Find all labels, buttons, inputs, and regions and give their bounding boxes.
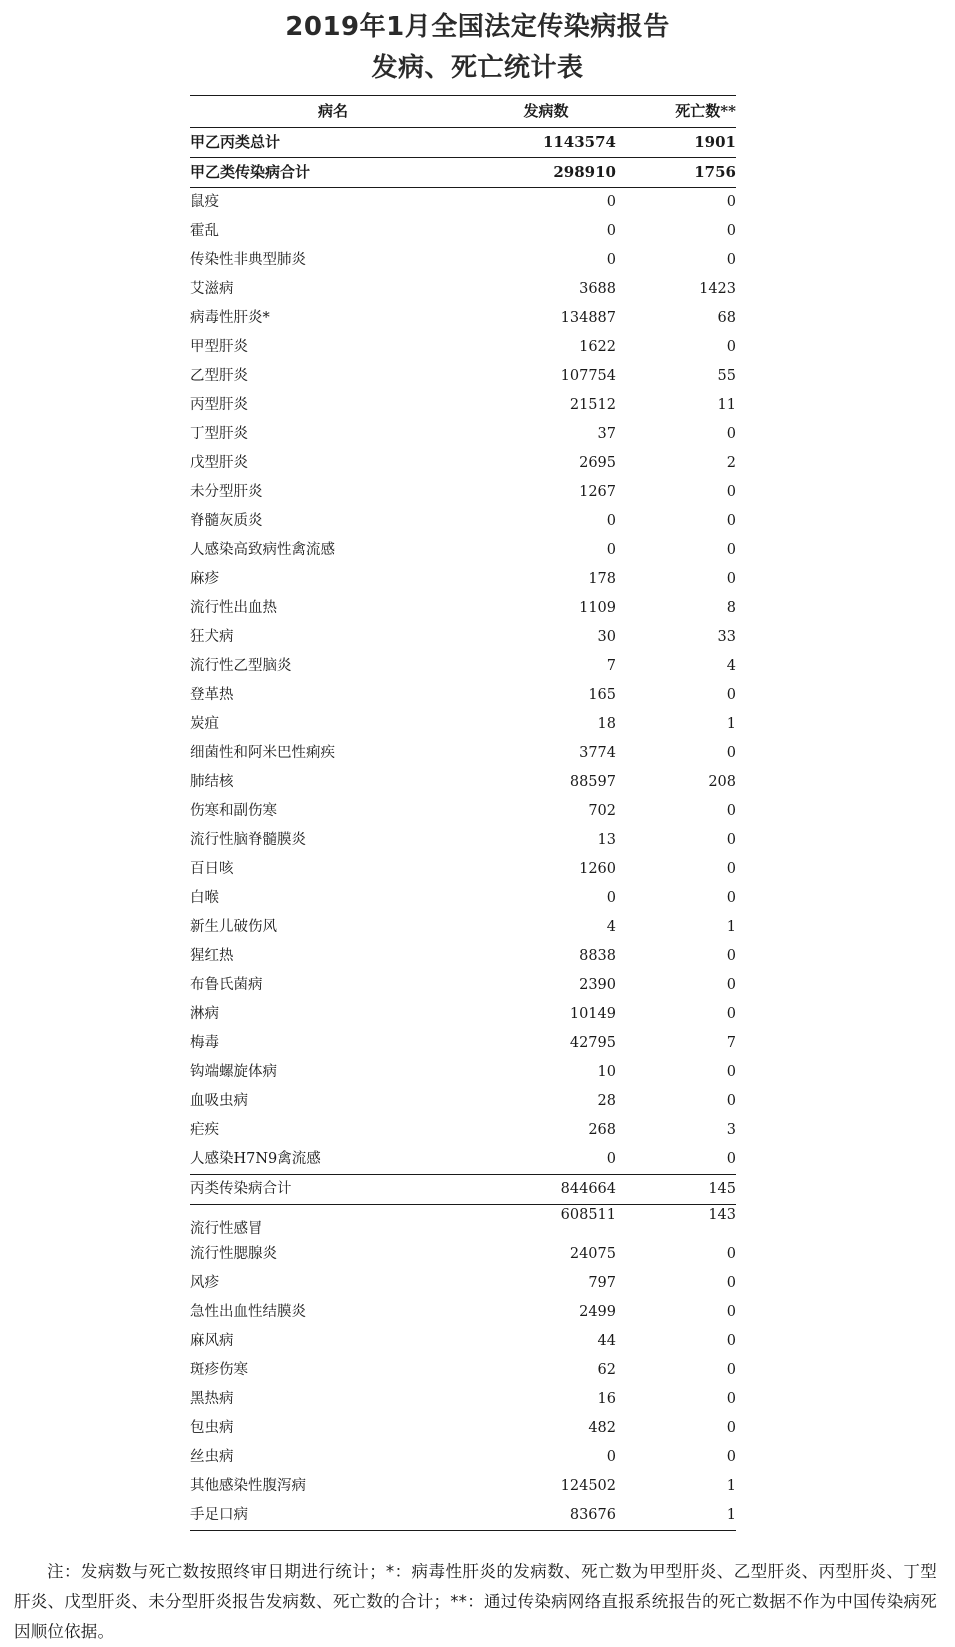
table-row: [190, 565, 736, 594]
cases-cell: 1109: [579, 600, 616, 616]
deaths-cell: 0: [726, 1362, 736, 1378]
table-header: [190, 96, 736, 128]
table-row: [190, 246, 736, 275]
disease-name-cell: 戊型肝炎: [190, 455, 248, 471]
disease-name-cell: 未分型肝炎: [190, 484, 263, 500]
deaths-cell: 1: [726, 716, 736, 732]
cases-cell: 1260: [579, 861, 616, 877]
table-row: [190, 158, 736, 188]
table-row: [190, 217, 736, 246]
table-row: [190, 478, 736, 507]
disease-name-cell: 新生儿破伤风: [190, 919, 277, 935]
table-row: [190, 304, 736, 333]
deaths-cell: 0: [726, 977, 736, 993]
disease-name-cell: 丝虫病: [190, 1449, 234, 1465]
table-row: [190, 188, 736, 218]
disease-name-cell: 流行性出血热: [190, 600, 277, 616]
disease-name-cell: 人感染H7N9禽流感: [190, 1151, 321, 1167]
cases-cell: 37: [597, 426, 616, 442]
deaths-cell: 0: [726, 426, 736, 442]
cases-cell: 2695: [579, 455, 616, 471]
disease-name-cell: 脊髓灰质炎: [190, 513, 263, 529]
table-row: [190, 1029, 736, 1058]
table-row: [190, 1087, 736, 1116]
cases-cell: 83676: [476, 1501, 616, 1531]
cases-cell: 2390: [579, 977, 616, 993]
deaths-cell: 145: [616, 1175, 736, 1205]
cases-cell: 4: [606, 919, 616, 935]
table-row: [190, 710, 736, 739]
cases-cell: 42795: [569, 1035, 616, 1051]
cases-cell: 1622: [579, 339, 616, 355]
deaths-cell: 55: [717, 368, 736, 384]
deaths-cell: 0: [726, 1333, 736, 1349]
cases-cell: 0: [606, 194, 616, 210]
disease-name-cell: 猩红热: [190, 948, 234, 964]
cases-cell: 298910: [476, 158, 616, 188]
table-row: [190, 1327, 736, 1356]
disease-name-cell: 传染性非典型肺炎: [190, 252, 306, 268]
deaths-cell: 0: [726, 252, 736, 268]
disease-name-cell: 丙类传染病合计: [190, 1175, 476, 1205]
deaths-cell: 0: [726, 513, 736, 529]
deaths-cell: 8: [726, 600, 736, 616]
deaths-cell: 11: [717, 397, 736, 413]
disease-name-cell: 炭疽: [190, 716, 219, 732]
disease-name-cell: 登革热: [190, 687, 234, 703]
table-row: [190, 884, 736, 913]
cases-cell: 13: [597, 832, 616, 848]
deaths-cell: 0: [726, 542, 736, 558]
cases-cell: 482: [588, 1420, 616, 1436]
table-row: [190, 507, 736, 536]
table-row: [190, 1472, 736, 1501]
deaths-cell: 0: [726, 1006, 736, 1022]
deaths-cell: 68: [717, 310, 736, 326]
disease-name-cell: 细菌性和阿米巴性痢疾: [190, 745, 335, 761]
cases-cell: 28: [597, 1093, 616, 1109]
deaths-cell: 1: [726, 919, 736, 935]
deaths-cell: 0: [726, 745, 736, 761]
disease-name-cell: 艾滋病: [190, 281, 234, 297]
deaths-cell: 143: [708, 1207, 736, 1223]
disease-name-cell: 流行性感冒: [190, 1221, 263, 1237]
table-body: [190, 128, 736, 1531]
table-row: [190, 623, 736, 652]
table-row: [190, 1000, 736, 1029]
table-row: [190, 768, 736, 797]
footnote: 注：发病数与死亡数按照终审日期进行统计；*：病毒性肝炎的发病数、死亡数为甲型肝炎、乙型肝炎、丙型肝炎、丁型肝炎、戊型肝炎、未分型肝炎报告发病数、死亡数的合计；**：通过传染病网络直报系统报告的死亡数据不作为中国传染病死因顺位依据。: [14, 1562, 937, 1641]
table-row: [190, 1058, 736, 1087]
disease-name-cell: 麻风病: [190, 1333, 234, 1349]
disease-name-cell: 霍乱: [190, 223, 219, 239]
cases-cell: 0: [606, 513, 616, 529]
page-title: [0, 0, 955, 89]
disease-name-cell: 甲乙类传染病合计: [190, 158, 476, 188]
cases-cell: 21512: [569, 397, 616, 413]
cases-cell: 44: [597, 1333, 616, 1349]
table-row: [190, 1205, 736, 1241]
deaths-cell: 0: [726, 194, 736, 210]
cases-cell: 7: [606, 658, 616, 674]
cases-cell: 1143574: [476, 128, 616, 158]
deaths-cell: 0: [726, 223, 736, 239]
cases-cell: 18: [597, 716, 616, 732]
disease-name-cell: 白喉: [190, 890, 219, 906]
disease-name-cell: 狂犬病: [190, 629, 234, 645]
disease-name-cell: 病毒性肝炎*: [190, 310, 270, 326]
cases-cell: 30: [597, 629, 616, 645]
table-row: [190, 536, 736, 565]
cases-cell: 844664: [476, 1175, 616, 1205]
table-row: [190, 942, 736, 971]
cases-cell: 10: [597, 1064, 616, 1080]
statistics-table-container: [190, 89, 736, 1531]
table-row: [190, 275, 736, 304]
cases-cell: 62: [597, 1362, 616, 1378]
deaths-cell: 4: [726, 658, 736, 674]
cases-cell: 178: [588, 571, 616, 587]
table-row: [190, 594, 736, 623]
disease-name-cell: 甲乙丙类总计: [190, 128, 476, 158]
deaths-cell: 0: [726, 1064, 736, 1080]
column-header-disease-name: 病名: [190, 96, 476, 128]
deaths-cell: 208: [708, 774, 736, 790]
deaths-cell: 0: [726, 1093, 736, 1109]
deaths-cell: 33: [717, 629, 736, 645]
disease-name-cell: 人感染高致病性禽流感: [190, 542, 335, 558]
deaths-cell: 0: [726, 832, 736, 848]
disease-name-cell: 布鲁氏菌病: [190, 977, 263, 993]
table-row: [190, 333, 736, 362]
cases-cell: 702: [588, 803, 616, 819]
disease-name-cell: 麻疹: [190, 571, 219, 587]
disease-name-cell: 丙型肝炎: [190, 397, 248, 413]
disease-name-cell: 乙型肝炎: [190, 368, 248, 384]
table-row: [190, 362, 736, 391]
deaths-cell: 0: [726, 1151, 736, 1167]
cases-cell: 0: [606, 223, 616, 239]
table-row: [190, 971, 736, 1000]
deaths-cell: 0: [726, 803, 736, 819]
disease-name-cell: 包虫病: [190, 1420, 234, 1436]
table-row: [190, 1298, 736, 1327]
deaths-cell: 0: [726, 890, 736, 906]
deaths-cell: 2: [726, 455, 736, 471]
disease-name-cell: 丁型肝炎: [190, 426, 248, 442]
cases-cell: 16: [597, 1391, 616, 1407]
table-row: [190, 1443, 736, 1472]
deaths-cell: 0: [726, 1391, 736, 1407]
cases-cell: 608511: [560, 1207, 616, 1223]
cases-cell: 10149: [569, 1006, 616, 1022]
cases-cell: 88597: [569, 774, 616, 790]
deaths-cell: 1423: [699, 281, 736, 297]
cases-cell: 3688: [579, 281, 616, 297]
disease-name-cell: 流行性腮腺炎: [190, 1246, 277, 1262]
cases-cell: 8838: [579, 948, 616, 964]
deaths-cell: 0: [726, 484, 736, 500]
table-row: [190, 739, 736, 768]
table-header-row: [190, 96, 736, 128]
table-row: [190, 855, 736, 884]
deaths-cell: 0: [726, 571, 736, 587]
cases-cell: 0: [606, 1151, 616, 1167]
cases-cell: 2499: [579, 1304, 616, 1320]
page-title-line-2: 发病、死亡统计表: [371, 53, 584, 83]
table-row: [190, 449, 736, 478]
disease-name-cell: 鼠疫: [190, 194, 219, 210]
table-row: [190, 797, 736, 826]
cases-cell: 797: [588, 1275, 616, 1291]
cases-cell: 134887: [560, 310, 616, 326]
disease-name-cell: 手足口病: [190, 1501, 476, 1531]
deaths-cell: 0: [726, 1420, 736, 1436]
disease-name-cell: 梅毒: [190, 1035, 219, 1051]
table-row: [190, 391, 736, 420]
deaths-cell: 1: [726, 1478, 736, 1494]
statistics-table: [190, 95, 736, 1531]
table-row: [190, 826, 736, 855]
cases-cell: 0: [606, 542, 616, 558]
disease-name-cell: 流行性脑脊髓膜炎: [190, 832, 306, 848]
table-row: [190, 1269, 736, 1298]
table-row: [190, 1414, 736, 1443]
deaths-cell: 0: [726, 861, 736, 877]
cases-cell: 24075: [569, 1246, 616, 1262]
table-row: [190, 681, 736, 710]
disease-name-cell: 钩端螺旋体病: [190, 1064, 277, 1080]
disease-name-cell: 疟疾: [190, 1122, 219, 1138]
disease-name-cell: 流行性乙型脑炎: [190, 658, 292, 674]
deaths-cell: 3: [726, 1122, 736, 1138]
cases-cell: 107754: [560, 368, 616, 384]
table-row: [190, 1385, 736, 1414]
disease-name-cell: 黑热病: [190, 1391, 234, 1407]
cases-cell: 3774: [579, 745, 616, 761]
deaths-cell: 7: [726, 1035, 736, 1051]
column-header-deaths: 死亡数**: [616, 96, 736, 128]
deaths-cell: 0: [726, 687, 736, 703]
disease-name-cell: 肺结核: [190, 774, 234, 790]
table-row: [190, 1116, 736, 1145]
disease-name-cell: 伤寒和副伤寒: [190, 803, 277, 819]
deaths-cell: 1756: [616, 158, 736, 188]
cases-cell: 0: [606, 252, 616, 268]
cases-cell: 1267: [579, 484, 616, 500]
deaths-cell: 0: [726, 339, 736, 355]
disease-name-cell: 斑疹伤寒: [190, 1362, 248, 1378]
deaths-cell: 0: [726, 1246, 736, 1262]
table-row: [190, 128, 736, 158]
disease-name-cell: 血吸虫病: [190, 1093, 248, 1109]
table-row: [190, 1240, 736, 1269]
table-row: [190, 1356, 736, 1385]
column-header-cases: 发病数: [476, 96, 616, 128]
disease-name-cell: 其他感染性腹泻病: [190, 1478, 306, 1494]
cases-cell: 124502: [560, 1478, 616, 1494]
deaths-cell: 0: [726, 1275, 736, 1291]
cases-cell: 268: [588, 1122, 616, 1138]
table-row: [190, 913, 736, 942]
table-row: [190, 652, 736, 681]
deaths-cell: 1: [616, 1501, 736, 1531]
deaths-cell: 1901: [616, 128, 736, 158]
disease-name-cell: 风疹: [190, 1275, 219, 1291]
disease-name-cell: 甲型肝炎: [190, 339, 248, 355]
disease-name-cell: 急性出血性结膜炎: [190, 1304, 306, 1320]
disease-name-cell: 百日咳: [190, 861, 234, 877]
cases-cell: 0: [606, 1449, 616, 1465]
deaths-cell: 0: [726, 1304, 736, 1320]
table-row: [190, 1501, 736, 1531]
deaths-cell: 0: [726, 948, 736, 964]
page-title-line-1: 2019年1月全国法定传染病报告: [285, 12, 670, 42]
table-row: [190, 420, 736, 449]
cases-cell: 0: [606, 890, 616, 906]
deaths-cell: 0: [726, 1449, 736, 1465]
table-row: [190, 1175, 736, 1205]
cases-cell: 165: [588, 687, 616, 703]
table-row: [190, 1145, 736, 1175]
disease-name-cell: 淋病: [190, 1006, 219, 1022]
